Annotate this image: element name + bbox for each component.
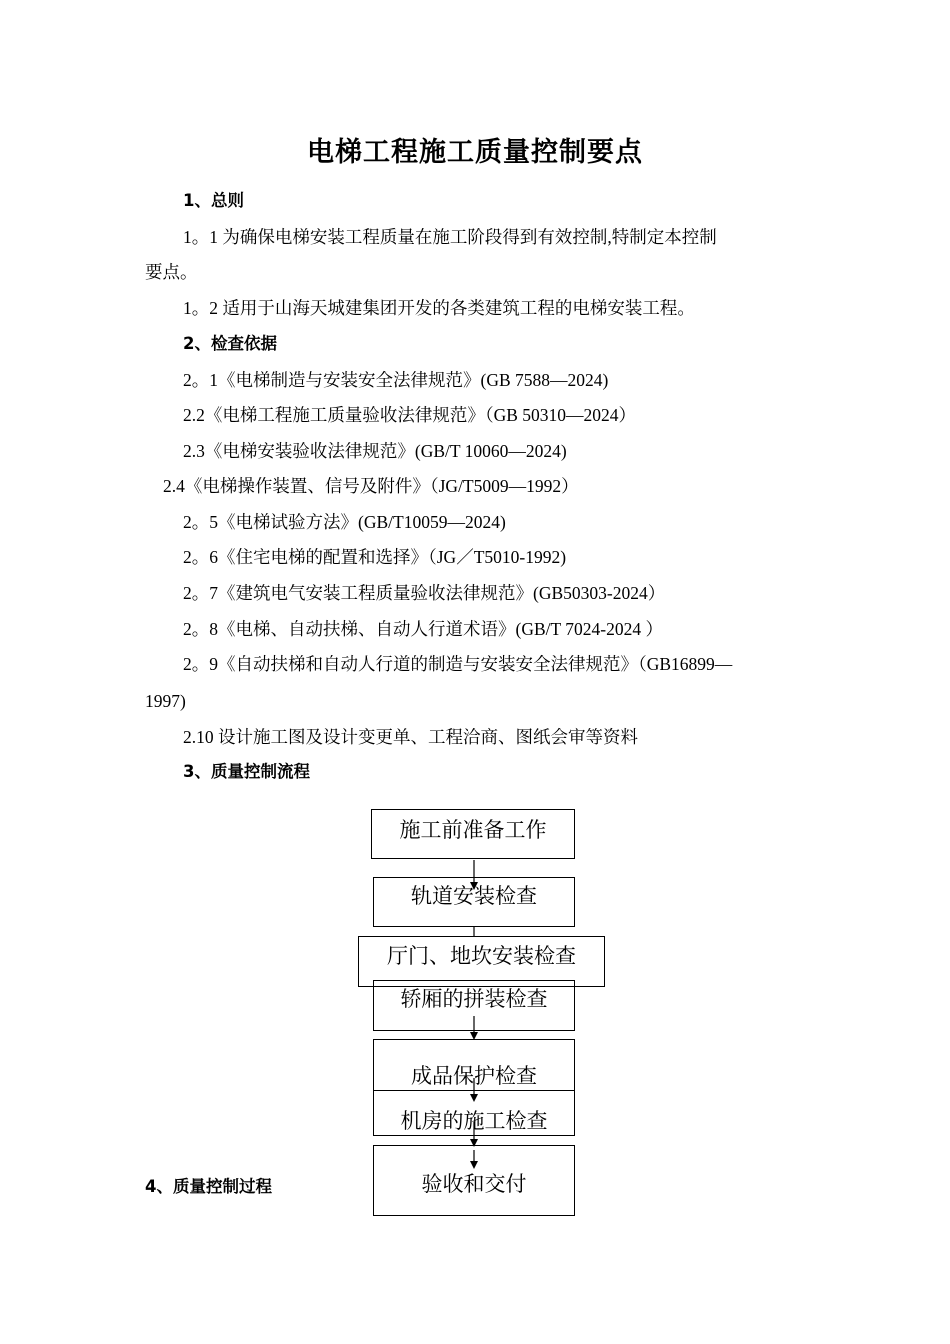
flow-step-1-label: 施工前准备工作 <box>399 818 547 842</box>
reference-2-8: 2。8《电梯、自动扶梯、自动人行道术语》(GB/T 7024-2024 ） <box>183 619 663 639</box>
paragraph-1-2: 1。2 适用于山海天城建集团开发的各类建筑工程的电梯安装工程。 <box>183 298 695 318</box>
reference-2-9-cont: 1997) <box>145 691 186 711</box>
flow-step-2 <box>373 877 575 927</box>
section-4-heading: 4、质量控制过程 <box>145 1177 272 1196</box>
section-2-heading: 2、检查依据 <box>183 334 277 353</box>
flow-step-1 <box>371 809 575 859</box>
flow-step-7-label: 验收和交付 <box>421 1172 527 1196</box>
reference-2-9: 2。9《自动扶梯和自动人行道的制造与安装安全法律规范》（GB16899— <box>183 654 733 674</box>
paragraph-1-1-cont: 要点。 <box>145 262 198 282</box>
flow-step-2-label: 轨道安装检查 <box>411 884 537 908</box>
section-1-heading: 1、总则 <box>183 191 244 210</box>
flow-step-7 <box>373 1145 575 1216</box>
flow-step-5-label: 成品保护检查 <box>411 1064 537 1088</box>
flow-step-4-label: 轿厢的拼装检查 <box>400 987 548 1011</box>
flow-step-6-label: 机房的施工检查 <box>400 1109 548 1133</box>
reference-2-10: 2.10 设计施工图及设计变更单、工程洽商、图纸会审等资料 <box>183 727 638 747</box>
flow-step-3-label: 厅门、地坎安装检查 <box>387 944 576 968</box>
reference-2-3: 2.3《电梯安装验收法律规范》(GB/T 10060—2024) <box>183 441 567 461</box>
reference-2-4: 2.4《电梯操作装置、信号及附件》（JG/T5009—1992） <box>163 476 579 496</box>
page-title: 电梯工程施工质量控制要点 <box>307 137 643 168</box>
reference-2-6: 2。6《住宅电梯的配置和选择》（JG／T5010-1992) <box>183 547 567 567</box>
flow-step-6 <box>373 1090 575 1136</box>
reference-2-1: 2。1《电梯制造与安装安全法律规范》(GB 7588—2024) <box>183 370 609 390</box>
reference-2-2: 2.2《电梯工程施工质量验收法律规范》（GB 50310—2024） <box>183 405 637 425</box>
paragraph-1-1: 1。1 为确保电梯安装工程质量在施工阶段得到有效控制,特制定本控制 <box>183 227 717 247</box>
reference-2-5: 2。5《电梯试验方法》(GB/T10059—2024) <box>183 512 506 532</box>
section-3-heading: 3、质量控制流程 <box>183 762 310 781</box>
flow-step-5 <box>373 1039 575 1091</box>
flow-step-4 <box>373 980 575 1031</box>
reference-2-7: 2。7《建筑电气安装工程质量验收法律规范》(GB50303-2024） <box>183 583 666 603</box>
